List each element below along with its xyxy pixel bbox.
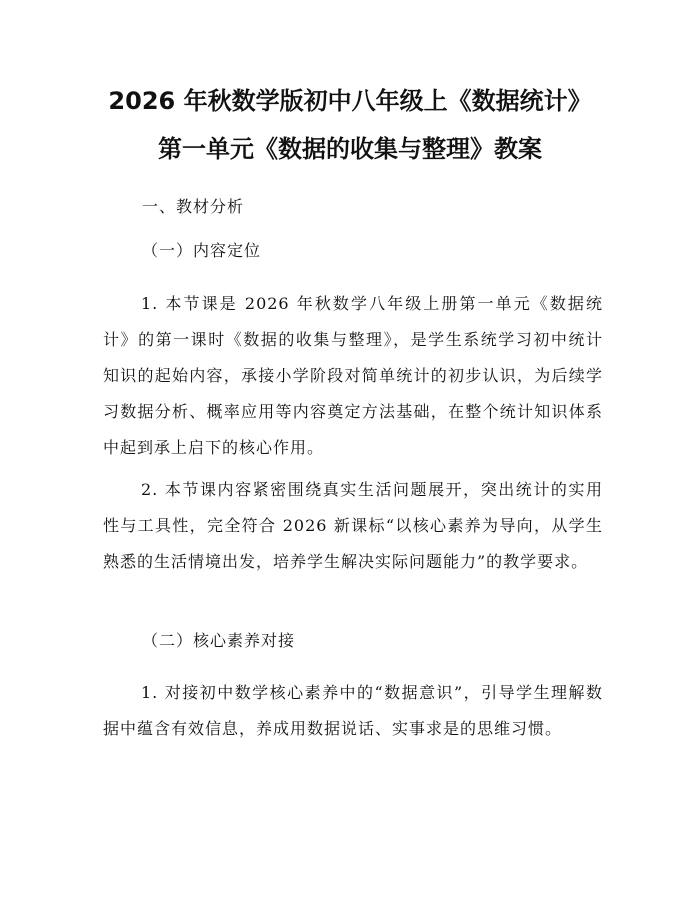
paragraph-core-literacy-1: 1. 对接初中数学核心素养中的“数据意识”，引导学生理解数据中蕴含有效信息，养成用数据说话、实事求是的思维习惯。 [103,683,603,738]
paragraph-content-positioning-1: 1. 本节课是 2026 年秋数学八年级上册第一单元《数据统计》的第一课时《数据的收集与整理》，是学生系统学习初中统计知识的起始内容，承接小学阶段对简单统计的初步认识，为后续学习数据分析、概率应用等内容奠定方法基础，在整个统计知识体系中起到承上启下的核心作用。 [103,294,603,457]
subsection-heading-core-literacy: （二）核心素养对接 [142,631,296,650]
subsection-heading-content-positioning: （一）内容定位 [142,241,262,260]
document-title-line-1: 2026 年秋数学版初中八年级上《数据统计》 [108,87,592,115]
paragraph-content-positioning-2: 2. 本节课内容紧密围绕真实生活问题展开，突出统计的实用性与工具性，完全符合 2026 新课标“以核心素养为导向，从学生熟悉的生活情境出发，培养学生解决实际问题能力”的教学要求。 [103,480,603,571]
section-heading-textbook-analysis: 一、教材分析 [142,197,245,216]
document-title-line-2: 第一单元《数据的收集与整理》教案 [158,135,542,163]
